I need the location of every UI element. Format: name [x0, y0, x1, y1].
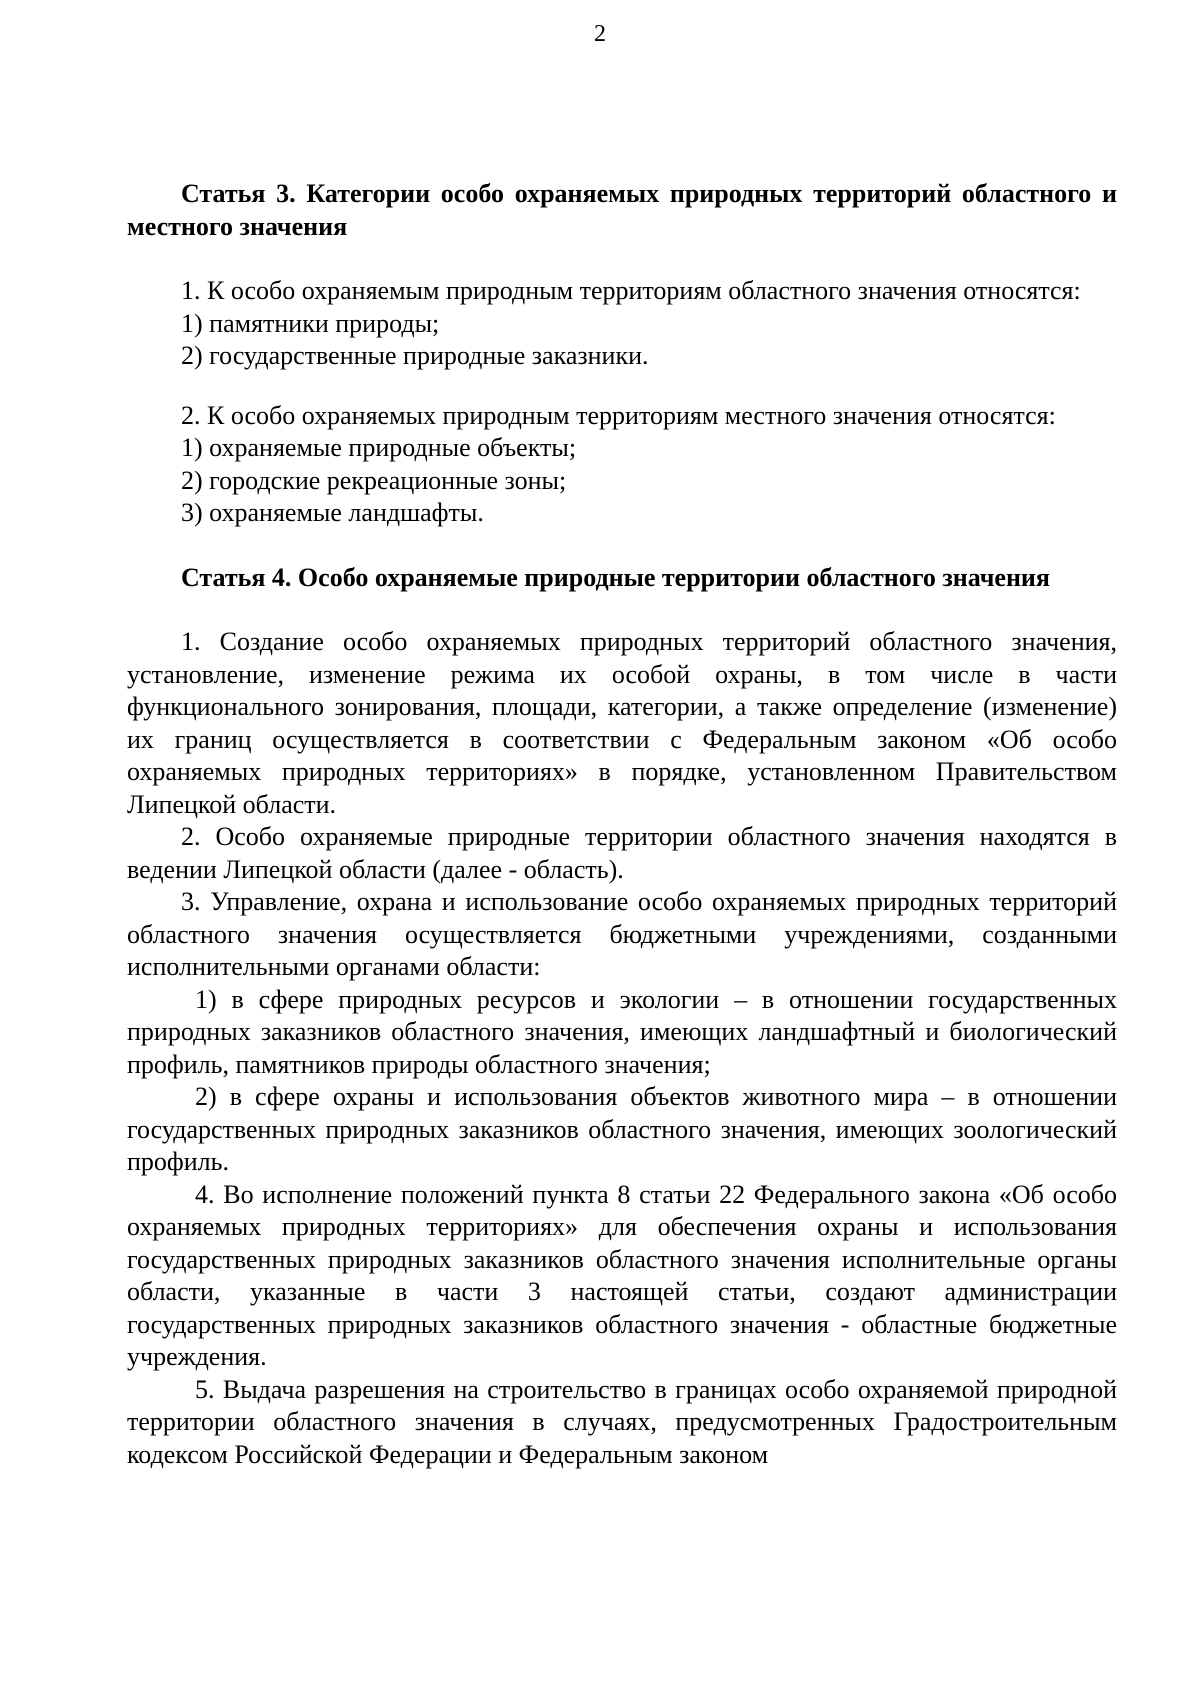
- article-3-part-1-item: 1) памятники природы;: [181, 308, 440, 338]
- article-4-paragraph-4: 4. Во исполнение положений пункта 8 статьи 22 Федерального закона «Об особо охраняемых природных территориях» для обеспечения охраны и использования государственных природных заказников областного значения исполнительные органы области, указанные в части 3 настоящей статьи, создают администрации государственных природных заказников областного значения - областные бюджетные учреждения.: [127, 1179, 1117, 1371]
- article-4-paragraph-3-item-2: 2) в сфере охраны и использования объектов животного мира – в отношении государственных природных заказников областного значения, имеющих зоологический профиль.: [127, 1082, 1117, 1176]
- article-3-part-2-item: 2) городские рекреационные зоны;: [181, 465, 567, 495]
- article-4-paragraph-3: 3. Управление, охрана и использование особо охраняемых природных территорий областного значения осуществляется бюджетными учреждениями, созданными исполнительными органами области:: [127, 887, 1117, 981]
- article-3-part-1-item: 2) государственные природные заказники.: [181, 341, 649, 370]
- article-3-heading: Статья 3. Категории особо охраняемых природных территорий областного и местного значения: [127, 179, 1117, 241]
- article-4-paragraph-5: 5. Выдача разрешения на строительство в границах особо охраняемой природной территории областного значения в случаях, предусмотренных Градостроительным кодексом Российской Федерации и Федеральным законом: [127, 1374, 1117, 1469]
- article-3-part-2-item: 3) охраняемые ландшафты.: [181, 498, 484, 527]
- page-number: 2: [594, 21, 606, 47]
- article-4-paragraph-1: 1. Создание особо охраняемых природных территорий областного значения, установление, изменение режима их особой охраны, в том числе в части функционального зонирования, площади, категории, а также определение (изменение) их границ осуществляется в соответствии с Федеральным законом «Об особо охраняемых природных территориях» в порядке, установленном Правительством Липецкой области.: [127, 627, 1117, 819]
- article-3-part-1-intro: 1. К особо охраняемым природным территориям областного значения относятся:: [181, 276, 1081, 305]
- article-4-heading: Статья 4. Особо охраняемые природные территории областного значения: [181, 562, 1050, 592]
- article-3-part-2-intro: 2. К особо охраняемых природным территориям местного значения относятся:: [181, 400, 1056, 430]
- article-4-paragraph-3-item-1: 1) в сфере природных ресурсов и экологии – в отношении государственных природных заказников областного значения, имеющих ландшафтный и биологический профиль, памятников природы областного значения;: [127, 984, 1117, 1079]
- article-4-paragraph-2: 2. Особо охраняемые природные территории областного значения находятся в ведении Липецкой области (далее - область).: [127, 822, 1117, 884]
- article-3-part-2-item: 1) охраняемые природные объекты;: [181, 433, 577, 462]
- document-body: [127, 178, 1117, 1471]
